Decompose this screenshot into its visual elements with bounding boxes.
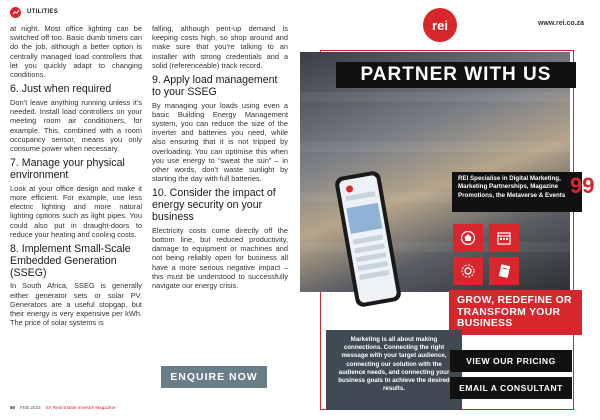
paragraph: By managing your loads using even a basic Building Energy Management system, you can reduce the size of the inverter and batteries you need, while also ensuring that it is not tripped by overloading. You can optimise this when you use energy to “sweat the sun” – in other words, don’t waste sunlight by starting the day with full batteries.	[152, 100, 288, 184]
paragraph: at night. Most office lighting can be switched off too. Basic dumb timers can do the job, although a better option is centrally managed load controllers that let you quickly adapt to changing conditions.	[10, 24, 142, 80]
service-icons	[453, 224, 523, 285]
page-footer	[10, 405, 115, 410]
section-label: UTILITIES	[27, 9, 59, 15]
gear-network-icon	[453, 257, 483, 285]
specialise-box: REI Specialise in Digital Marketing, Marketing Partnerships, Magazine Promotions, the Metaverse & Events	[452, 172, 582, 212]
grow-banner: GROW, REDEFINE OR TRANSFORM YOUR BUSINESS	[449, 290, 582, 335]
article-column-2	[152, 24, 288, 294]
paragraph: falling, although pent-up demand is keeping costs high, so shop around and make sure that you’re talking to an installer with strong credentials and a solid (referenceable) track record.	[152, 24, 288, 70]
section-heading: 6. Just when required	[10, 83, 112, 96]
enquire-now-button[interactable]: ENQUIRE NOW	[161, 366, 267, 388]
section-header	[10, 5, 58, 19]
magazine-icon	[489, 257, 519, 285]
paragraph: Electricity costs come directly off the bottom line, but reduced productivity, damage to equipment or machines and not being reliably open for business all have a more serious negative impact – this must be understood to successfully navigate our energy crisis.	[152, 225, 288, 291]
paragraph: Don’t leave anything running unless it’s needed. Install load controllers on your meeting room air conditioners, for example. This, combined with a room occupancy sensor, means you only consume power when necessary.	[10, 98, 142, 154]
email-consultant-button[interactable]: EMAIL A CONSULTANT	[450, 377, 572, 399]
view-pricing-button[interactable]: VIEW OUR PRICING	[450, 350, 572, 372]
trend-icon	[10, 7, 21, 18]
headline: PARTNER WITH US	[336, 62, 576, 88]
calendar-icon	[489, 224, 519, 252]
magazine-name: SA Real Estate Investor Magazine	[45, 405, 116, 410]
article-column-1	[10, 24, 142, 331]
section-heading: 8. Implement Small-Scale Embedded Generation (SSEG)	[10, 243, 131, 279]
paragraph: Look at your office design and make it more efficient. For example, use less electric lighting and more natural lighting options such as light pipes. You could also put in draught-doors to reduce your heating and cooling costs.	[10, 183, 142, 239]
issue-date: FEB 2023	[20, 405, 41, 410]
section-heading: 10. Consider the impact of energy security on your business	[152, 187, 276, 224]
quote-mark: 99	[570, 173, 595, 198]
section-heading: 7. Manage your physical environment	[10, 157, 125, 182]
house-icon	[453, 224, 483, 252]
rei-logo: rei	[423, 8, 457, 42]
website-link[interactable]: www.rei.co.za	[537, 20, 584, 27]
section-heading: 9. Apply load management to your SSEG	[152, 74, 278, 98]
paragraph: In South Africa, SSEG is generally either generator sets or solar PV. Generators are a useful stopgap, but their energy is very expensive per kWh. The price of solar systems is	[10, 281, 142, 328]
page-number: 50	[10, 405, 16, 410]
advert-page	[300, 0, 600, 420]
marketing-statement: Marketing is all about making connections. Connecting the right message with your target audience, connecting our solution with the audience needs, and connecting your business goals to achieve the desired results.	[326, 330, 462, 410]
